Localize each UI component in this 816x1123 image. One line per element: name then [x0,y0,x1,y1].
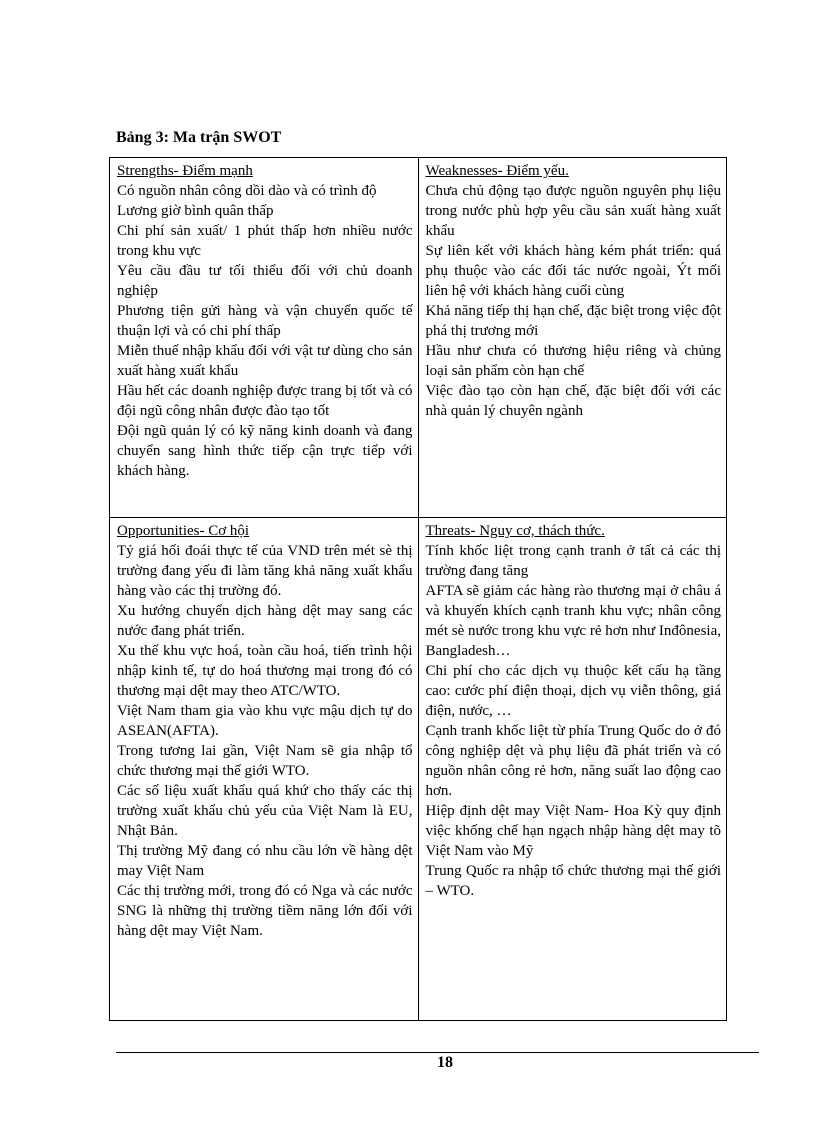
strength-item: Phương tiện gửi hàng và vận chuyển quốc tế thuận lợi và có chi phí thấp [117,303,413,339]
threat-item: Cạnh tranh khốc liệt từ phía Trung Quốc do ở đó công nghiệp dệt và phụ liệu đã phát triển và có nguồn nhân công rẻ hơn, năng suất lao động cao hơn. [425,723,721,799]
opportunities-cell [110,518,419,1021]
page-number: 18 [437,1054,453,1071]
strengths-heading: Strengths- Điểm mạnh [117,163,253,179]
opportunities-heading: Opportunities- Cơ hội [117,523,250,539]
footer-divider [116,1052,759,1053]
weakness-item: Việc đào tạo còn hạn chế, đặc biệt đối với các nhà quản lý chuyên ngành [425,383,721,419]
opportunity-item: Các số liệu xuất khẩu quá khứ cho thấy các thị trường xuất khẩu chủ yếu của Việt Nam là EU, Nhật Bản. [117,783,413,839]
strength-item: Chi phí sản xuất/ 1 phút thấp hơn nhiều nước trong khu vực [117,223,413,259]
threat-item: Chi phí cho các dịch vụ thuộc kết cấu hạ tầng cao: cước phí điện thoại, dịch vụ viễn thông, giá điện, nước, … [425,663,721,719]
swot-matrix-table [109,157,727,1021]
strengths-cell [110,158,419,518]
weakness-item: Sự liên kết với khách hàng kém phát triển: quá phụ thuộc vào các đối tác nước ngoài, Ýt mối liên hệ với khách hàng cuối cùng [425,243,721,299]
strength-item: Hầu hết các doanh nghiệp được trang bị tốt và có đội ngũ công nhân được đào tạo tốt [117,383,413,419]
strength-item: Có nguồn nhân công dồi dào và có trình độ [117,183,377,199]
opportunity-item: Việt Nam tham gia vào khu vực mậu dịch tự do ASEAN(AFTA). [117,703,413,739]
threat-item: Tính khốc liệt trong cạnh tranh ở tất cả các thị trường đang tăng [425,543,721,579]
opportunity-item: Trong tương lai gần, Việt Nam sẽ gia nhập tổ chức thương mại thế giới WTO. [117,743,413,779]
opportunity-item: Xu thế khu vực hoá, toàn cầu hoá, tiến trình hội nhập kinh tế, tự do hoá thương mại trong đó có thương mại dệt may theo ATC/WTO. [117,643,413,699]
table-caption: Bảng 3: Ma trận SWOT [116,129,282,146]
swot-row-bottom [110,518,727,1021]
threat-item: Hiệp định dệt may Việt Nam- Hoa Kỳ quy định việc khống chế hạn ngạch nhập hàng dệt may tõ Việt Nam vào Mỹ [425,803,721,859]
threat-item: Trung Quốc ra nhập tổ chức thương mại thế giới – WTO. [425,863,721,899]
opportunity-item: Tỷ giá hối đoái thực tế của VND trên mét sè thị trường đang yếu đi làm tăng khả năng xuất khẩu hàng vào các thị trường đó. [117,543,413,599]
threats-cell [418,518,727,1021]
weakness-item: Chưa chủ động tạo được nguồn nguyên phụ liệu trong nước phù hợp yêu cầu sản xuất hàng xuất khẩu [425,183,721,239]
threats-heading: Threats- Nguy cơ, thách thức. [425,523,605,539]
swot-row-top [110,158,727,518]
strength-item: Lương giờ bình quân thấp [117,203,274,219]
threat-item: AFTA sẽ giảm các hàng rào thương mại ở châu á và khuyến khích cạnh tranh khu vực; nhân công mét sè nước trong khu vực rẻ hơn như Inđônesia, Bangladesh… [425,583,721,659]
weakness-item: Hầu như chưa có thương hiệu riêng và chủng loại sản phẩm còn hạn chế [425,343,721,379]
strength-item: Yêu cầu đầu tư tối thiểu đối với chủ doanh nghiệp [117,263,413,299]
opportunity-item: Thị trường Mỹ đang có nhu cầu lớn về hàng dệt may Việt Nam [117,843,413,879]
weaknesses-cell [418,158,727,518]
opportunity-item: Xu hướng chuyển dịch hàng dệt may sang các nước đang phát triển. [117,603,413,639]
weaknesses-heading: Weaknesses- Điểm yếu. [425,163,569,179]
strength-item: Miễn thuế nhập khẩu đối với vật tư dùng cho sản xuất hàng xuất khẩu [117,343,413,379]
strength-item: Đội ngũ quản lý có kỹ năng kinh doanh và đang chuyển sang hình thức tiếp cận trực tiếp với khách hàng. [117,423,413,479]
opportunity-item: Các thị trường mới, trong đó có Nga và các nước SNG là những thị trường tiềm năng lớn đối với hàng dệt may Việt Nam. [117,883,413,939]
weakness-item: Khả năng tiếp thị hạn chế, đặc biệt trong việc đột phá thị trương mới [425,303,721,339]
